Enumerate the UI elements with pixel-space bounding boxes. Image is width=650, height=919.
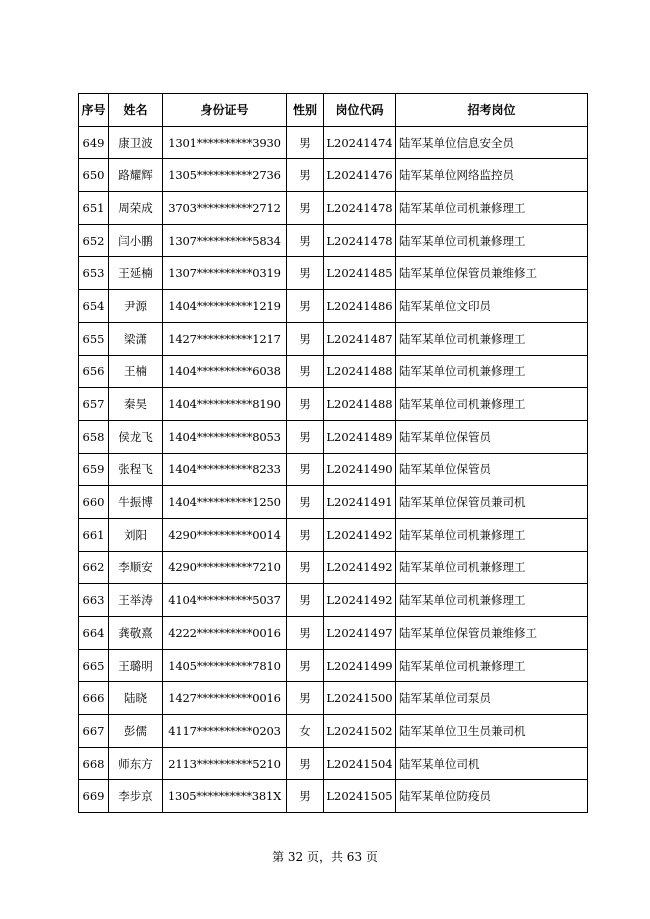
header-post-code: 岗位代码 bbox=[324, 94, 396, 127]
name-cell: 康卫波 bbox=[109, 126, 163, 159]
gender-cell: 男 bbox=[287, 126, 324, 159]
post-cell: 陆军某单位司机兼修理工 bbox=[396, 192, 588, 225]
id-number-cell: 1427**********0016 bbox=[163, 682, 287, 715]
id-number-cell: 4222**********0016 bbox=[163, 617, 287, 650]
name-cell: 刘阳 bbox=[109, 518, 163, 551]
name-cell: 闫小鹏 bbox=[109, 224, 163, 257]
id-number-cell: 1307**********5834 bbox=[163, 224, 287, 257]
serial-cell: 657 bbox=[79, 388, 109, 421]
post-cell: 陆军某单位网络监控员 bbox=[396, 159, 588, 192]
name-cell: 牛振博 bbox=[109, 486, 163, 519]
serial-cell: 658 bbox=[79, 420, 109, 453]
serial-cell: 653 bbox=[79, 257, 109, 290]
id-number-cell: 4290**********7210 bbox=[163, 551, 287, 584]
id-number-cell: 1307**********0319 bbox=[163, 257, 287, 290]
gender-cell: 男 bbox=[287, 388, 324, 421]
post-cell: 陆军某单位司机兼修理工 bbox=[396, 518, 588, 551]
id-number-cell: 1404**********1250 bbox=[163, 486, 287, 519]
name-cell: 王楠 bbox=[109, 355, 163, 388]
gender-cell: 男 bbox=[287, 617, 324, 650]
post-code-cell: L20241488 bbox=[324, 388, 396, 421]
id-number-cell: 1305**********2736 bbox=[163, 159, 287, 192]
serial-cell: 652 bbox=[79, 224, 109, 257]
post-cell: 陆军某单位保管员 bbox=[396, 453, 588, 486]
post-code-cell: L20241490 bbox=[324, 453, 396, 486]
name-cell: 侯龙飞 bbox=[109, 420, 163, 453]
header-serial: 序号 bbox=[79, 94, 109, 127]
gender-cell: 男 bbox=[287, 453, 324, 486]
serial-cell: 655 bbox=[79, 322, 109, 355]
name-cell: 师东方 bbox=[109, 747, 163, 780]
name-cell: 周荣成 bbox=[109, 192, 163, 225]
id-number-cell: 1404**********6038 bbox=[163, 355, 287, 388]
serial-cell: 666 bbox=[79, 682, 109, 715]
table-row bbox=[79, 551, 588, 584]
gender-cell: 男 bbox=[287, 224, 324, 257]
id-number-cell: 1301**********3930 bbox=[163, 126, 287, 159]
serial-cell: 654 bbox=[79, 290, 109, 323]
table-row bbox=[79, 518, 588, 551]
table-row bbox=[79, 126, 588, 159]
post-cell: 陆军某单位司机 bbox=[396, 747, 588, 780]
table-row bbox=[79, 290, 588, 323]
post-code-cell: L20241478 bbox=[324, 192, 396, 225]
post-code-cell: L20241492 bbox=[324, 551, 396, 584]
serial-cell: 664 bbox=[79, 617, 109, 650]
gender-cell: 男 bbox=[287, 322, 324, 355]
post-cell: 陆军某单位保管员 bbox=[396, 420, 588, 453]
serial-cell: 662 bbox=[79, 551, 109, 584]
page-footer: 第 32 页，共 63 页 bbox=[272, 850, 378, 864]
serial-cell: 661 bbox=[79, 518, 109, 551]
name-cell: 李顺安 bbox=[109, 551, 163, 584]
post-code-cell: L20241486 bbox=[324, 290, 396, 323]
post-cell: 陆军某单位司机兼修理工 bbox=[396, 649, 588, 682]
table-row bbox=[79, 584, 588, 617]
table-row bbox=[79, 780, 588, 813]
post-code-cell: L20241489 bbox=[324, 420, 396, 453]
gender-cell: 男 bbox=[287, 257, 324, 290]
post-cell: 陆军某单位防疫员 bbox=[396, 780, 588, 813]
gender-cell: 女 bbox=[287, 715, 324, 748]
table-row bbox=[79, 388, 588, 421]
gender-cell: 男 bbox=[287, 159, 324, 192]
id-number-cell: 4117**********0203 bbox=[163, 715, 287, 748]
post-cell: 陆军某单位司机兼修理工 bbox=[396, 224, 588, 257]
name-cell: 陆晓 bbox=[109, 682, 163, 715]
id-number-cell: 2113**********5210 bbox=[163, 747, 287, 780]
post-cell: 陆军某单位信息安全员 bbox=[396, 126, 588, 159]
serial-cell: 650 bbox=[79, 159, 109, 192]
table-row bbox=[79, 159, 588, 192]
gender-cell: 男 bbox=[287, 551, 324, 584]
table-row bbox=[79, 715, 588, 748]
table-row bbox=[79, 322, 588, 355]
id-number-cell: 3703**********2712 bbox=[163, 192, 287, 225]
serial-cell: 649 bbox=[79, 126, 109, 159]
post-cell: 陆军某单位卫生员兼司机 bbox=[396, 715, 588, 748]
post-code-cell: L20241488 bbox=[324, 355, 396, 388]
name-cell: 龚敬熹 bbox=[109, 617, 163, 650]
post-code-cell: L20241487 bbox=[324, 322, 396, 355]
post-cell: 陆军某单位保管员兼司机 bbox=[396, 486, 588, 519]
gender-cell: 男 bbox=[287, 290, 324, 323]
post-code-cell: L20241485 bbox=[324, 257, 396, 290]
gender-cell: 男 bbox=[287, 486, 324, 519]
gender-cell: 男 bbox=[287, 780, 324, 813]
name-cell: 张程飞 bbox=[109, 453, 163, 486]
gender-cell: 男 bbox=[287, 649, 324, 682]
post-code-cell: L20241474 bbox=[324, 126, 396, 159]
post-code-cell: L20241505 bbox=[324, 780, 396, 813]
name-cell: 路耀辉 bbox=[109, 159, 163, 192]
post-code-cell: L20241502 bbox=[324, 715, 396, 748]
serial-cell: 659 bbox=[79, 453, 109, 486]
table-body bbox=[79, 126, 588, 812]
id-number-cell: 1404**********8190 bbox=[163, 388, 287, 421]
post-cell: 陆军某单位文印员 bbox=[396, 290, 588, 323]
table-row bbox=[79, 682, 588, 715]
table-row bbox=[79, 224, 588, 257]
gender-cell: 男 bbox=[287, 747, 324, 780]
table-row bbox=[79, 617, 588, 650]
post-cell: 陆军某单位司泵员 bbox=[396, 682, 588, 715]
id-number-cell: 4104**********5037 bbox=[163, 584, 287, 617]
post-cell: 陆军某单位司机兼修理工 bbox=[396, 355, 588, 388]
table-row bbox=[79, 192, 588, 225]
table-row bbox=[79, 420, 588, 453]
id-number-cell: 1405**********7810 bbox=[163, 649, 287, 682]
name-cell: 王璐明 bbox=[109, 649, 163, 682]
post-code-cell: L20241478 bbox=[324, 224, 396, 257]
serial-cell: 660 bbox=[79, 486, 109, 519]
gender-cell: 男 bbox=[287, 192, 324, 225]
name-cell: 秦昊 bbox=[109, 388, 163, 421]
post-code-cell: L20241499 bbox=[324, 649, 396, 682]
table-row bbox=[79, 257, 588, 290]
table-row bbox=[79, 486, 588, 519]
name-cell: 尹源 bbox=[109, 290, 163, 323]
post-code-cell: L20241491 bbox=[324, 486, 396, 519]
post-cell: 陆军某单位保管员兼维修工 bbox=[396, 257, 588, 290]
table-row bbox=[79, 453, 588, 486]
name-cell: 李步京 bbox=[109, 780, 163, 813]
name-cell: 彭儒 bbox=[109, 715, 163, 748]
post-code-cell: L20241492 bbox=[324, 584, 396, 617]
name-cell: 梁潇 bbox=[109, 322, 163, 355]
post-code-cell: L20241476 bbox=[324, 159, 396, 192]
id-number-cell: 1404**********1219 bbox=[163, 290, 287, 323]
post-code-cell: L20241497 bbox=[324, 617, 396, 650]
serial-cell: 668 bbox=[79, 747, 109, 780]
table-row bbox=[79, 355, 588, 388]
gender-cell: 男 bbox=[287, 584, 324, 617]
gender-cell: 男 bbox=[287, 420, 324, 453]
id-number-cell: 1404**********8233 bbox=[163, 453, 287, 486]
header-gender: 性别 bbox=[287, 94, 324, 127]
name-cell: 王举涛 bbox=[109, 584, 163, 617]
post-cell: 陆军某单位司机兼修理工 bbox=[396, 551, 588, 584]
table-row bbox=[79, 747, 588, 780]
serial-cell: 665 bbox=[79, 649, 109, 682]
post-code-cell: L20241504 bbox=[324, 747, 396, 780]
header-id-number: 身份证号 bbox=[163, 94, 287, 127]
header-name: 姓名 bbox=[109, 94, 163, 127]
post-cell: 陆军某单位司机兼修理工 bbox=[396, 388, 588, 421]
candidate-table bbox=[78, 93, 588, 813]
gender-cell: 男 bbox=[287, 682, 324, 715]
id-number-cell: 1427**********1217 bbox=[163, 322, 287, 355]
post-code-cell: L20241492 bbox=[324, 518, 396, 551]
serial-cell: 667 bbox=[79, 715, 109, 748]
serial-cell: 663 bbox=[79, 584, 109, 617]
post-cell: 陆军某单位司机兼修理工 bbox=[396, 322, 588, 355]
id-number-cell: 1404**********8053 bbox=[163, 420, 287, 453]
id-number-cell: 4290**********0014 bbox=[163, 518, 287, 551]
gender-cell: 男 bbox=[287, 355, 324, 388]
header-post: 招考岗位 bbox=[396, 94, 588, 127]
serial-cell: 656 bbox=[79, 355, 109, 388]
post-code-cell: L20241500 bbox=[324, 682, 396, 715]
post-cell: 陆军某单位司机兼修理工 bbox=[396, 584, 588, 617]
table-header-row bbox=[79, 94, 588, 127]
serial-cell: 669 bbox=[79, 780, 109, 813]
name-cell: 王延楠 bbox=[109, 257, 163, 290]
table-row bbox=[79, 649, 588, 682]
id-number-cell: 1305**********381X bbox=[163, 780, 287, 813]
serial-cell: 651 bbox=[79, 192, 109, 225]
gender-cell: 男 bbox=[287, 518, 324, 551]
post-cell: 陆军某单位保管员兼维修工 bbox=[396, 617, 588, 650]
